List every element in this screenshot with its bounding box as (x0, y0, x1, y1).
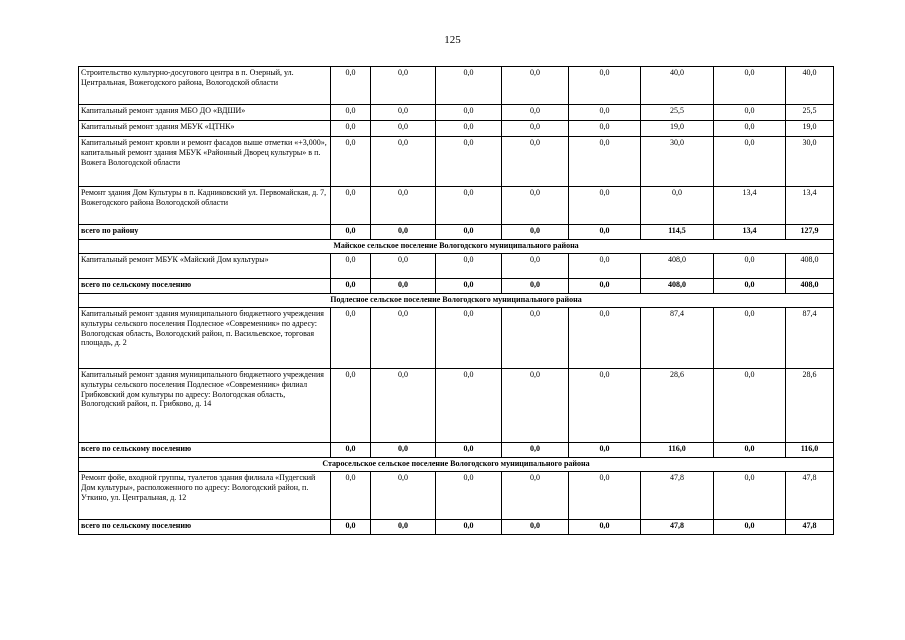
value-cell: 0,0 (569, 105, 641, 121)
value-cell: 0,0 (331, 187, 371, 225)
value-cell: 0,0 (714, 369, 786, 443)
value-cell: 0,0 (436, 187, 502, 225)
value-cell: 0,0 (436, 279, 502, 294)
total-row (79, 443, 834, 458)
value-cell: 0,0 (436, 369, 502, 443)
section-title: Подлесное сельское поселение Вологодского муниципального района (79, 294, 834, 308)
value-cell: 25,5 (641, 105, 714, 121)
value-cell: 0,0 (714, 105, 786, 121)
value-cell: 408,0 (641, 279, 714, 294)
value-cell: 0,0 (436, 137, 502, 187)
value-cell: 0,0 (371, 225, 436, 240)
value-cell: 0,0 (569, 121, 641, 137)
value-cell: 0,0 (569, 67, 641, 105)
value-cell: 0,0 (714, 121, 786, 137)
value-cell: 0,0 (502, 187, 569, 225)
total-label: всего по району (79, 225, 331, 240)
page-number: 125 (444, 34, 461, 46)
value-cell: 0,0 (502, 225, 569, 240)
value-cell: 0,0 (371, 369, 436, 443)
budget-table-body (79, 67, 834, 535)
budget-table (78, 66, 834, 535)
value-cell: 19,0 (786, 121, 834, 137)
value-cell: 0,0 (502, 369, 569, 443)
value-cell: 0,0 (331, 121, 371, 137)
value-cell: 127,9 (786, 225, 834, 240)
value-cell: 0,0 (331, 225, 371, 240)
value-cell: 0,0 (714, 254, 786, 279)
value-cell: 0,0 (371, 520, 436, 535)
value-cell: 87,4 (786, 308, 834, 369)
value-cell: 0,0 (569, 137, 641, 187)
value-cell: 0,0 (714, 443, 786, 458)
total-row (79, 225, 834, 240)
value-cell: 0,0 (714, 67, 786, 105)
section-header-row (79, 294, 834, 308)
value-cell: 0,0 (714, 308, 786, 369)
value-cell: 0,0 (569, 225, 641, 240)
value-cell: 0,0 (502, 443, 569, 458)
value-cell: 0,0 (714, 520, 786, 535)
value-cell: 116,0 (786, 443, 834, 458)
value-cell: 408,0 (641, 254, 714, 279)
row-name: Капитальный ремонт МБУК «Майский Дом культуры» (79, 254, 331, 279)
value-cell: 13,4 (786, 187, 834, 225)
value-cell: 40,0 (641, 67, 714, 105)
value-cell: 47,8 (786, 520, 834, 535)
value-cell: 0,0 (569, 254, 641, 279)
value-cell: 0,0 (502, 121, 569, 137)
value-cell: 13,4 (714, 187, 786, 225)
value-cell: 0,0 (371, 105, 436, 121)
table-row (79, 369, 834, 443)
table-row (79, 308, 834, 369)
value-cell: 0,0 (569, 443, 641, 458)
section-header-row (79, 458, 834, 472)
value-cell: 0,0 (331, 472, 371, 520)
value-cell: 0,0 (331, 67, 371, 105)
row-name: Ремонт здания Дом Культуры в п. Кадниковский ул. Первомайская, д. 7, Вожегодского района Вологодской области (79, 187, 331, 225)
section-title: Майское сельское поселение Вологодского муниципального района (79, 240, 834, 254)
total-row (79, 520, 834, 535)
row-name: Капитальный ремонт здания муниципального бюджетного учреждения культуры сельского поселения Подлесное «Современник» филиал Грибковский дом культуры по адресу: Вологодская область, Вологодский район, п. Грибково, д. 14 (79, 369, 331, 443)
value-cell: 114,5 (641, 225, 714, 240)
value-cell: 0,0 (371, 121, 436, 137)
value-cell: 0,0 (502, 279, 569, 294)
value-cell: 0,0 (436, 225, 502, 240)
value-cell: 0,0 (371, 308, 436, 369)
total-label: всего по сельскому поселению (79, 279, 331, 294)
value-cell: 0,0 (371, 67, 436, 105)
value-cell: 0,0 (331, 105, 371, 121)
value-cell: 0,0 (502, 520, 569, 535)
table-row (79, 472, 834, 520)
value-cell: 0,0 (371, 187, 436, 225)
total-row (79, 279, 834, 294)
value-cell: 0,0 (569, 279, 641, 294)
value-cell: 0,0 (569, 308, 641, 369)
value-cell: 47,8 (641, 520, 714, 535)
value-cell: 0,0 (502, 472, 569, 520)
value-cell: 0,0 (331, 308, 371, 369)
value-cell: 0,0 (371, 254, 436, 279)
value-cell: 0,0 (436, 443, 502, 458)
value-cell: 13,4 (714, 225, 786, 240)
value-cell: 47,8 (786, 472, 834, 520)
value-cell: 0,0 (371, 472, 436, 520)
value-cell: 116,0 (641, 443, 714, 458)
table-row (79, 137, 834, 187)
total-label: всего по сельскому поселению (79, 443, 331, 458)
row-name: Капитальный ремонт здания МБО ДО «ВДШИ» (79, 105, 331, 121)
value-cell: 0,0 (371, 279, 436, 294)
value-cell: 0,0 (502, 254, 569, 279)
value-cell: 0,0 (569, 369, 641, 443)
value-cell: 0,0 (331, 137, 371, 187)
section-header-row (79, 240, 834, 254)
value-cell: 0,0 (641, 187, 714, 225)
row-name: Капитальный ремонт здания муниципального бюджетного учреждения культуры сельского поселения Подлесное «Современник» по адресу: Вологодская область, Вологодский район, п. Васильевское, торговая площадь, д. 2 (79, 308, 331, 369)
value-cell: 0,0 (371, 137, 436, 187)
value-cell: 28,6 (641, 369, 714, 443)
value-cell: 0,0 (569, 472, 641, 520)
value-cell: 408,0 (786, 279, 834, 294)
value-cell: 0,0 (436, 254, 502, 279)
table-row (79, 105, 834, 121)
row-name: Капитальный ремонт кровли и ремонт фасадов выше отметки «+3,000», капитальный ремонт здания МБУК «Районный Дворец культуры» в п. Вожега Вологодской области (79, 137, 331, 187)
section-title: Старосельское сельское поселение Вологодского муниципального района (79, 458, 834, 472)
table-row (79, 254, 834, 279)
value-cell: 0,0 (714, 279, 786, 294)
value-cell: 47,8 (641, 472, 714, 520)
row-name: Ремонт фойе, входной группы, туалетов здания филиала «Пудегский Дом культуры», расположенного по адресу: Вологодский район, п. Уткино, ул. Центральная, д. 12 (79, 472, 331, 520)
total-label: всего по сельскому поселению (79, 520, 331, 535)
value-cell: 0,0 (331, 369, 371, 443)
value-cell: 0,0 (714, 472, 786, 520)
value-cell: 0,0 (436, 308, 502, 369)
value-cell: 0,0 (436, 472, 502, 520)
value-cell: 25,5 (786, 105, 834, 121)
value-cell: 0,0 (502, 308, 569, 369)
row-name: Строительство культурно-досугового центра в п. Озерный, ул. Центральная, Вожегодского района, Вологодской области (79, 67, 331, 105)
value-cell: 0,0 (331, 279, 371, 294)
value-cell: 408,0 (786, 254, 834, 279)
value-cell: 0,0 (569, 187, 641, 225)
table-row (79, 121, 834, 137)
value-cell: 28,6 (786, 369, 834, 443)
value-cell: 0,0 (502, 137, 569, 187)
value-cell: 0,0 (714, 137, 786, 187)
value-cell: 0,0 (436, 67, 502, 105)
value-cell: 0,0 (371, 443, 436, 458)
value-cell: 0,0 (436, 520, 502, 535)
value-cell: 0,0 (331, 254, 371, 279)
row-name: Капитальный ремонт здания МБУК «ЦТНК» (79, 121, 331, 137)
value-cell: 0,0 (331, 443, 371, 458)
value-cell: 19,0 (641, 121, 714, 137)
value-cell: 30,0 (786, 137, 834, 187)
value-cell: 40,0 (786, 67, 834, 105)
value-cell: 87,4 (641, 308, 714, 369)
value-cell: 0,0 (502, 105, 569, 121)
table-row (79, 67, 834, 105)
value-cell: 30,0 (641, 137, 714, 187)
value-cell: 0,0 (569, 520, 641, 535)
value-cell: 0,0 (436, 121, 502, 137)
value-cell: 0,0 (436, 105, 502, 121)
value-cell: 0,0 (502, 67, 569, 105)
table-row (79, 187, 834, 225)
value-cell: 0,0 (331, 520, 371, 535)
